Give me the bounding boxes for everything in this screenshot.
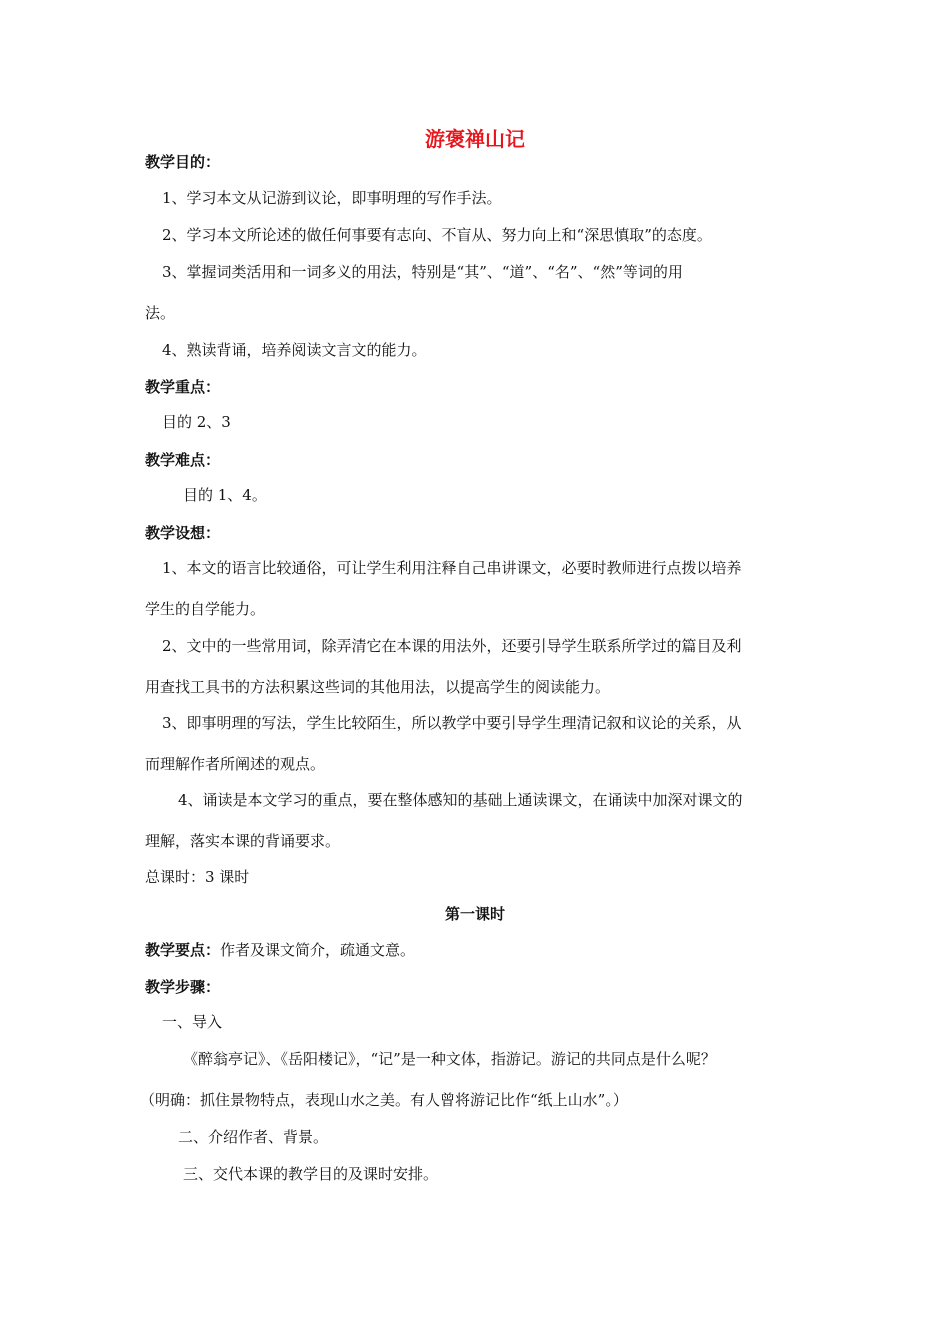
steps-heading: 教学步骤：	[145, 978, 221, 996]
step-3: 三、交代本课的教学目的及课时安排。	[183, 1165, 439, 1183]
difficulties-heading: 教学难点：	[145, 451, 221, 469]
lesson-heading: 第一课时	[444, 905, 505, 923]
design-item-2-cont: 用查找工具书的方法积累这些词的其他用法，以提高学生的阅读能力。	[145, 678, 611, 696]
step-2: 二、介绍作者、背景。	[178, 1128, 329, 1146]
total-hours: 总课时：3 课时	[145, 868, 250, 886]
step-1-text: 《醉翁亭记》、《岳阳楼记》，“记”是一种文体，指游记。游记的共同点是什么呢？	[183, 1050, 716, 1068]
design-item-2: 2、文中的一些常用词，除弄清它在本课的用法外，还要引导学生联系所学过的篇目及利	[162, 637, 742, 655]
objective-item-3: 3、掌握词类活用和一词多义的用法，特别是“其”、“道”、“名”、“然”等词的用	[162, 263, 683, 281]
design-item-1: 1、本文的语言比较通俗，可让学生利用注释自己串讲课文，必要时教师进行点拨以培养	[162, 559, 742, 577]
objective-item-3-cont: 法。	[145, 304, 176, 322]
difficulties-text: 目的 1、4。	[183, 486, 267, 504]
key-points-heading: 教学重点：	[145, 378, 221, 396]
design-item-3: 3、即事明理的写法，学生比较陌生，所以教学中要引导学生理清记叙和议论的关系，从	[162, 714, 742, 732]
step-1-text-cont: （明确：抓住景物特点，表现山水之美。有人曾将游记比作“纸上山水”。）	[140, 1091, 628, 1109]
design-item-3-cont: 而理解作者所阐述的观点。	[145, 755, 326, 773]
objective-item-1: 1、学习本文从记游到议论，即事明理的写作手法。	[162, 189, 502, 207]
objective-item-4: 4、熟读背诵，培养阅读文言文的能力。	[162, 341, 427, 359]
step-1: 一、导入	[162, 1013, 223, 1031]
key-points-text: 目的 2、3	[162, 413, 231, 431]
essentials-label: 教学要点：	[145, 941, 221, 959]
design-item-4-cont: 理解，落实本课的背诵要求。	[145, 832, 341, 850]
objective-item-2: 2、学习本文所论述的做任何事要有志向、不盲从、努力向上和“深思慎取”的态度。	[162, 226, 712, 244]
document-title: 游褒禅山记	[425, 127, 525, 151]
essentials-line	[145, 940, 415, 960]
design-heading: 教学设想：	[145, 524, 221, 542]
objectives-heading: 教学目的：	[145, 153, 221, 171]
design-item-1-cont: 学生的自学能力。	[145, 600, 266, 618]
essentials-text: 作者及课文简介，疏通文意。	[220, 941, 416, 959]
design-item-4: 4、诵读是本文学习的重点，要在整体感知的基础上通读课文，在诵读中加深对课文的	[178, 791, 743, 809]
